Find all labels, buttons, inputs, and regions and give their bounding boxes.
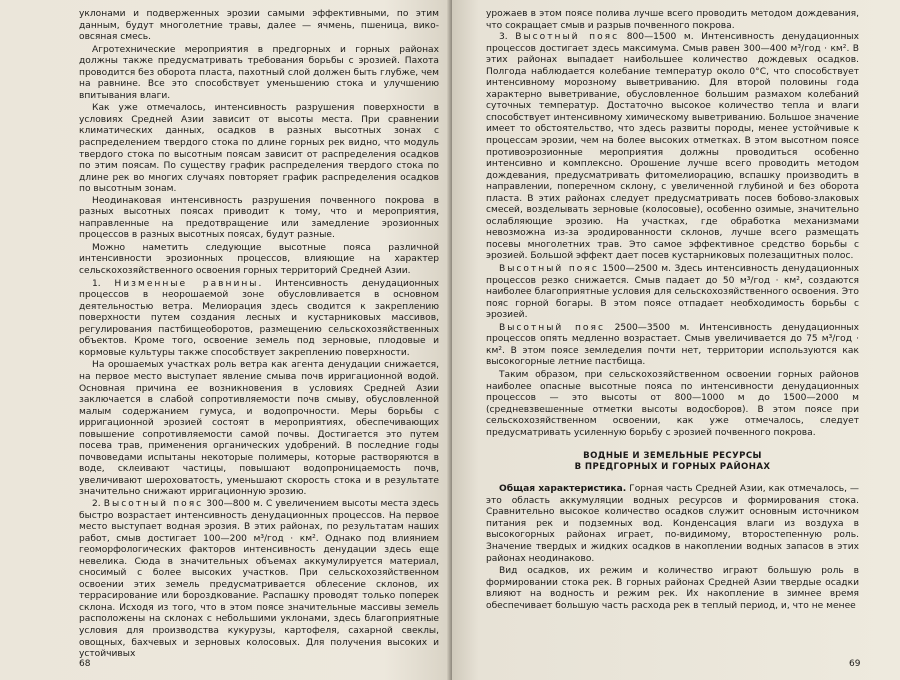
section-heading	[486, 451, 859, 473]
spaced-term: Высотный пояс	[515, 32, 620, 43]
paragraph	[79, 499, 439, 661]
paragraph: Агротехнические мероприятия в предгорных и горных районах должны также предусматривать требования борьбы с эрозией. Пахота проводится без оборота пласта, пахотный слой должен быть глубже, чем на равнине. Все это способствует уменьшению стока и улучшению впитывания влаги.	[79, 44, 439, 101]
paragraph	[79, 279, 439, 360]
spaced-term: Высотный пояс	[499, 322, 605, 333]
paragraph-text: 300—800 м. С увеличением высоты места здесь быстро возрастает интенсивность денудационных процессов. На первое место выступает водная эрозия. В этих районах, по результатам наших работ, смыв достигает 100—200 м³/год · км². Однако под влиянием геоморфологических факторов интенсивность денудации здесь еще невелика. Сюда в значительных объемах аккумулируется материал, сносимый с более высоких участков. При сельскохозяйственном освоении этих земель предусматривается облесение склонов, их террасирование или бороздкование. Распашку проводят только поперек склона. Исходя из того, что в этом поясе значительные массивы земель расположены на склонах с небольшими уклонами, здесь благоприятные условия для производства кукурузы, картофеля, сахарной свеклы, овощных, бахчевых и зерновых колосовых. Для получения высоких и устойчивых	[79, 498, 439, 660]
item-number: 1.	[92, 278, 101, 289]
page-number: 69	[849, 659, 861, 669]
paragraph	[486, 323, 859, 369]
paragraph: уклонами и подверженных эрозии самыми эффективными, по этим данным, будут многолетние травы, далее — ячмень, пшеница, вико-овсяная смесь.	[79, 9, 439, 43]
right-page	[452, 0, 900, 680]
left-page-text	[79, 9, 439, 661]
paragraph: урожаев в этом поясе полива лучше всего проводить методом дождевания, что сокращает смыв и разрыв почвенного покрова.	[486, 9, 859, 31]
page-number: 68	[79, 659, 91, 669]
item-number: 3.	[499, 32, 508, 43]
heading-line: В ПРЕДГОРНЫХ И ГОРНЫХ РАЙОНАХ	[574, 462, 771, 473]
paragraph	[486, 264, 859, 322]
right-page-text	[486, 9, 859, 612]
paragraph: Вид осадков, их режим и количество играют большую роль в формировании стока рек. В горных районах Средней Азии твердые осадки влияют на водность и режим рек. Их накопление в зимнее время обеспечивает большую часть расхода рек в теплый период, и, что не менее	[486, 566, 859, 611]
heading-line: ВОДНЫЕ И ЗЕМЕЛЬНЫЕ РЕСУРСЫ	[583, 451, 762, 462]
paragraph: Таким образом, при сельскохозяйственном освоении горных районов наиболее опасные высотные пояса по интенсивности денудационных процессов — это высоты от 800—1000 м до 1500—2000 м (средневзвешенные отметки высоты водосборов). В этом поясе при сельскохозяйственном освоении, как уже отмечалось, следует предусматривать усиленную борьбу с эрозией почвенного покрова.	[486, 369, 859, 438]
paragraph	[486, 484, 859, 565]
paragraph-text: 800—1500 м. Интенсивность денудационных процессов достигает здесь максимума. Смыв равен 300—400 м³/год · км². В этих районах выпадает наибольшее количество дождевых осадков. Полгода наблюдается колебание температур около 0°С, что способствует интенсивному морозному выветриванию. Для второй половины года характерно выветривание, обусловленное большим размахом колебаний суточных температур. Достаточно высокое количество тепла и влаги способствует интенсивному химическому выветриванию. Большое значение имеет то обстоятельство, что здесь развиты породы, менее устойчивые к процессам эрозии, чем на более высоких отметках. В этом высотном поясе противоэрозионные мероприятия должны проводиться особенно интенсивно и комплексно. Орошение лучше всего проводить методом дождевания, предусматривать фитомелиорацию, вспашку производить в направлении, поперечном склону, с увеличенной глубиной и без оборота пласта. В этих районах следует предусматривать посев бобово-злаковых смесей, возделывать зерновые (колосовые), особенно озимые, значительно ослабляющие эрозию. На участках, где обработка механизмами невозможна из-за эродированности склонов, лучше всего размещать посевы многолетних трав. Это самое эффективное средство борьбы с эрозией. Большой эффект дает посев кустарниковых полезащитных полос.	[486, 32, 859, 262]
paragraph-text: . Интенсивность денудационных процессов в неорошаемой зоне обусловливается в основном деятельностью ветра. Мелиорация здесь сводится к закреплению поверхности путем создания лесных и кустарниковых массивов, регулирования пастбищеоборотов, размещению сельскохозяйственных объектов. Кроме того, освоение земель под зерновые, плодовые и кормовые культуры также способствует закреплению поверхности.	[79, 278, 439, 358]
spaced-term: Высотный пояс	[103, 498, 204, 509]
item-number: 2.	[92, 498, 101, 509]
paragraph: Как уже отмечалось, интенсивность разрушения поверхности в условиях Средней Азии зависит от высоты места. При сравнении климатических данных, осадков в разных высотных зонах с распределением твердого стока по длине горных рек видно, что модуль твердого стока по высотным поясам зависит от распределения осадков по этим поясам. По существу график распределения твердого стока по длине рек во многих случаях повторяет график распределения осадков по высотным зонам.	[79, 103, 439, 195]
lead-in: Общая характеристика.	[499, 484, 627, 495]
paragraph-text: Горная часть Средней Азии, как отмечалось, — это область аккумуляции водных ресурсов и формирования стока. Сравнительно высокое количество осадков служит основным источником питания рек и подземных вод. Конденсация влаги из воздуха в высокогорных районах играет, по-видимому, второстепенную роль. Значение твердых и жидких осадков в накоплении водных запасов в этих районах неодинаково.	[486, 484, 859, 564]
paragraph: Неодинаковая интенсивность разрушения почвенного покрова в разных высотных поясах приводит к тому, что и мероприятия, направленные на предотвращение или замедление эрозионных процессов в разных высотных поясах, будут разные.	[79, 195, 439, 241]
paragraph: Можно наметить следующие высотные пояса различной интенсивности эрозионных процессов, влияющие на характер сельскохозяйственного освоения горных территорий Средней Азии.	[79, 242, 439, 277]
paragraph-text: 1500—2500 м. Здесь интенсивность денудационных процессов резко снижается. Смыв падает до 50 м³/год · км², создаются наиболее благоприятные условия для сельскохозяйственного освоения. Это пояс горной богары. В этом поясе отпадает необходимость борьбы с эрозией.	[486, 264, 859, 321]
paragraph	[486, 32, 859, 263]
spaced-term: Высотный пояс	[499, 264, 599, 275]
paragraph-text: 2500—3500 м. Интенсивность денудационных процессов опять медленно возрастает. Смыв увеличивается до 75 м³/год · км². В этом поясе земледелия почти нет, территории используются как высокогорные летние пастбища.	[486, 322, 859, 368]
paragraph: На орошаемых участках роль ветра как агента денудации снижается, на первое место выступает явление смыва почв ирригационной водой. Основная причина ее возникновения в условиях Средней Азии заключается в слабой сопротивляемости почв смыву, обусловленной малым содержанием гумуса, и водопрочности. Меры борьбы с ирригационной эрозией состоят в мероприятиях, обеспечивающих повышение сопротивляемости самой почвы. Достигается это путем посева трав, применения органических удобрений. В последние годы почвоведами испытаны некоторые полимеры, которые растворяются в воде, склеивают частицы, повышают водопроницаемость почв, увеличивают шероховатость, уменьшают скорость стока и в результате значительно снижают ирригационную эрозию.	[79, 360, 439, 498]
spaced-term: Низменные равнины	[114, 278, 259, 289]
